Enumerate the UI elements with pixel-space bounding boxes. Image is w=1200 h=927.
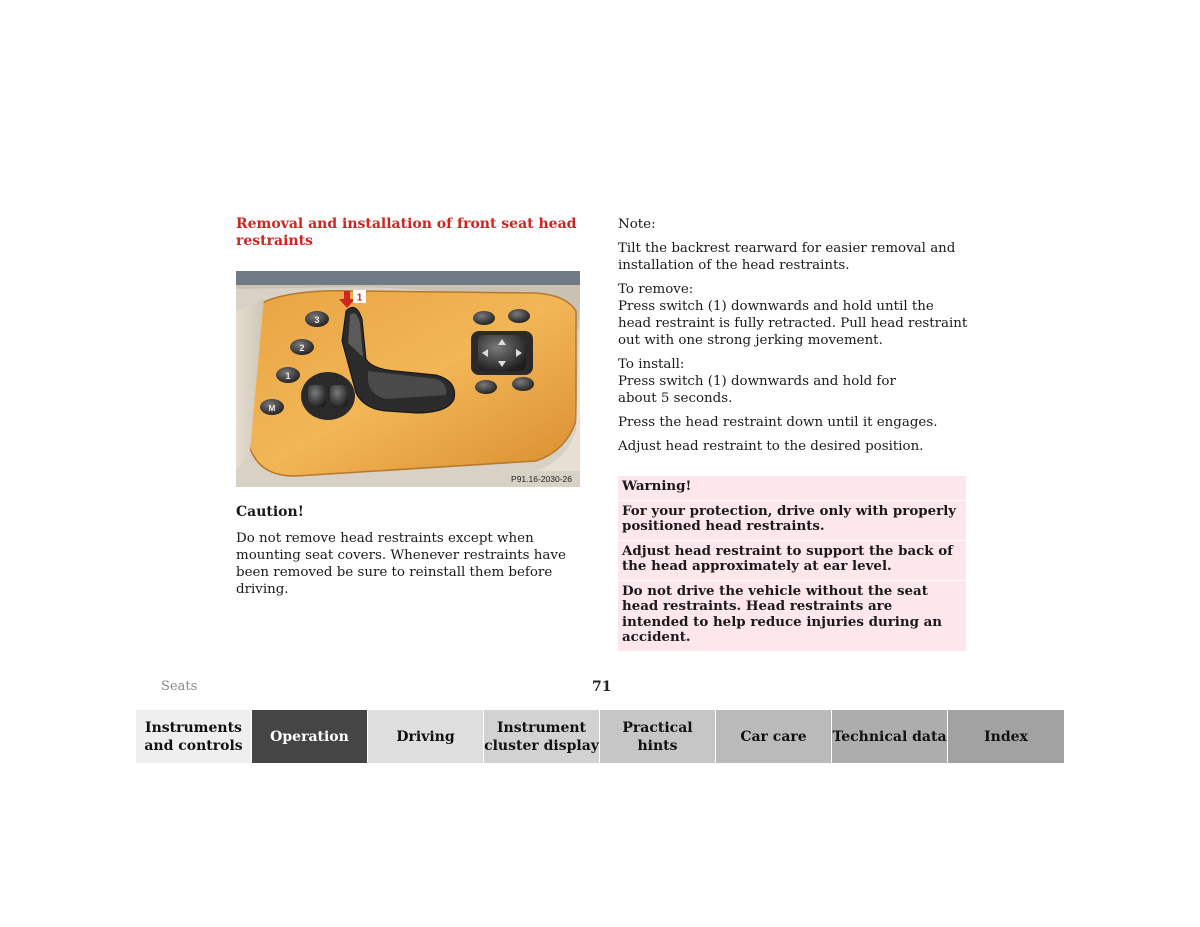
memory-button-2-label: 2 [299, 343, 305, 353]
tab-index[interactable]: Index [948, 710, 1064, 763]
footer-section-name: Seats [161, 679, 198, 694]
warning-item: For your protection, drive only with properly positioned head restraints. [618, 501, 966, 541]
tab-operation[interactable]: Operation [252, 710, 368, 763]
caution-text: Do not remove head restraints except when mounting seat covers. Whenever restraints have been removed be sure to reinstall them before driving. [236, 531, 566, 597]
tab-car-care[interactable]: Car care [716, 710, 832, 763]
memory-button-1-label: 1 [285, 371, 291, 381]
install-instruction: Press switch (1) downwards and hold for about 5 seconds. [618, 374, 896, 406]
memory-button-2 [290, 339, 314, 355]
memory-button-m [260, 399, 284, 415]
page-number: 71 [592, 679, 612, 695]
mirror-control-pad [471, 331, 533, 375]
figure-code: P91.16-2030-26 [511, 474, 572, 484]
tab-instruments-and-controls[interactable]: Instruments and controls [136, 710, 252, 763]
warning-box [618, 476, 966, 651]
seat-control-illustration [236, 271, 580, 487]
note-label: Note: [618, 217, 656, 232]
adjust-instruction: Adjust head restraint to the desired position. [618, 439, 924, 454]
tab-driving[interactable]: Driving [368, 710, 484, 763]
callout-number: 1 [356, 292, 363, 304]
tab-technical-data[interactable]: Technical data [832, 710, 948, 763]
press-down-instruction: Press the head restraint down until it engages. [618, 415, 938, 430]
install-label: To install: [618, 357, 685, 372]
tilt-instruction: Tilt the backrest rearward for easier removal and installation of the head restraints. [618, 241, 956, 273]
memory-button-3 [305, 311, 329, 327]
seat-switch-panel-graphic [236, 271, 580, 487]
memory-button-3-label: 3 [314, 315, 320, 325]
seat-heater-switch [301, 372, 355, 420]
warning-item: Adjust head restraint to support the back of the head approximately at ear level. [618, 541, 966, 581]
section-heading: Removal and installation of front seat head restraints [236, 216, 577, 249]
caution-title: Caution! [236, 504, 304, 520]
warning-item: Do not drive the vehicle without the seat head restraints. Head restraints are intended to help reduce injuries during an accident. [622, 582, 943, 645]
memory-button-1 [276, 367, 300, 383]
remove-label: To remove: [618, 282, 694, 297]
right-column [618, 216, 968, 651]
tab-practical-hints[interactable]: Practical hints [600, 710, 716, 763]
tab-instrument-cluster-display[interactable]: Instrument cluster display [484, 710, 600, 763]
chapter-nav-bar [136, 710, 1065, 763]
left-column [236, 216, 582, 598]
memory-button-m-label: M [268, 404, 276, 413]
warning-title: Warning! [618, 476, 966, 501]
remove-instruction: Press switch (1) downwards and hold until the head restraint is fully retracted. Pull head restraint out with one strong jerking movement. [618, 299, 968, 348]
